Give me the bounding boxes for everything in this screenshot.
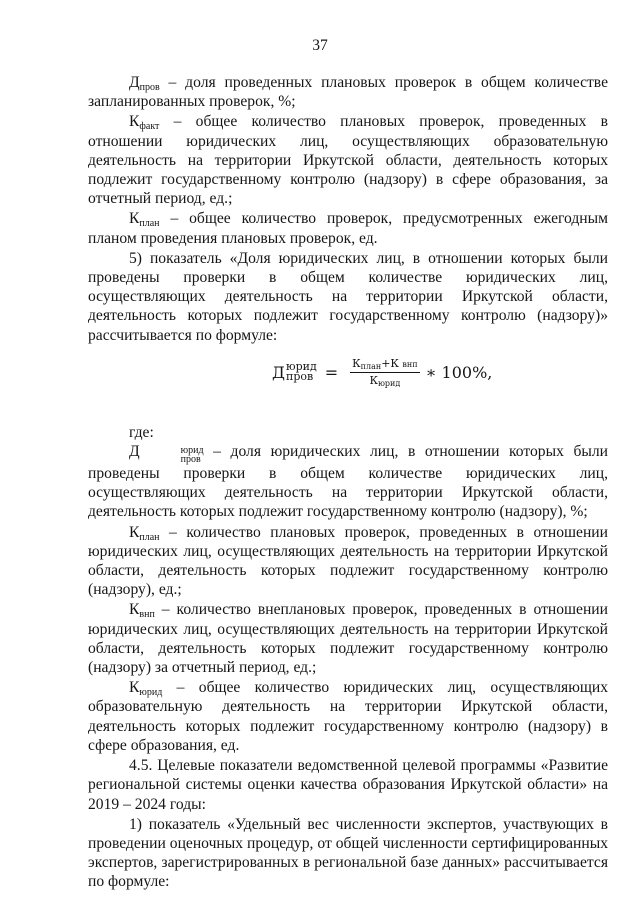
symbol-indices — [140, 446, 204, 464]
formula-lhs — [272, 362, 317, 382]
formula-lhs-sub: пров — [286, 370, 314, 384]
formula-tail: ∗ 100%, — [425, 362, 493, 382]
symbol-d: Д — [129, 74, 140, 91]
symbol-subscript: пров — [180, 454, 201, 466]
formula-d-jurid-prov — [88, 351, 608, 403]
paragraph-k-plan-definition — [88, 209, 608, 247]
symbol-subscript: план — [139, 531, 160, 543]
definition-text: – количество внеплановых проверок, проведенных в отношении юридических лиц, осуществляющих деятельность на территории Иркутской области, деятельность которых подлежит государственному контролю (надзору) за отчетный период, ед.; — [88, 601, 608, 677]
paragraph-indicator-1: 1) показатель «Удельный вес численности экспертов, участвующих в проведении оценочных процедур, от общей численности сертифицированных экспертов, зарегистрированных в региональной базе данных» рассчитывается по формуле: — [88, 815, 608, 891]
numerator-sub-plan: план — [360, 361, 382, 371]
symbol-d: Д — [129, 443, 140, 461]
paragraph-d-jurid-definition — [88, 442, 608, 522]
paragraph-k-jurid-definition — [88, 678, 608, 755]
formula-lhs-indices — [286, 362, 317, 382]
numerator-sub-vnp: внп — [402, 359, 418, 369]
symbol-subscript: внп — [139, 609, 155, 621]
formula-denominator — [369, 373, 400, 388]
denominator-k: К — [369, 373, 378, 387]
symbol-k: К — [129, 523, 140, 541]
paragraph-k-vnp-definition — [88, 600, 608, 677]
definition-text: – общее количество проверок, предусмотренных ежегодным планом проведения плановых проверок, ед. — [88, 210, 608, 247]
where-label: где: — [129, 423, 154, 441]
symbol-subscript: факт — [139, 121, 160, 133]
formula-fraction — [350, 357, 419, 388]
paragraph-d-prov-definition — [88, 73, 608, 111]
symbol-k: К — [129, 679, 140, 697]
definition-text: – общее количество юридических лиц, осуществляющих образовательную деятельность на территории Иркутской области, деятельность которых подлежит государственному контролю (надзору) в сфере образования, ед. — [88, 679, 608, 754]
formula-equals: = — [324, 362, 339, 382]
symbol-superscript: юрид — [180, 445, 204, 457]
definition-text: – количество плановых проверок, проведенных в отношении юридических лиц, осуществляющих деятельность на территории Иркутской области, деятельность которых подлежит государственному контролю (надзору), ед.; — [88, 523, 608, 599]
paragraph-indicator-5: 5) показатель «Доля юридических лиц, в отношении которых были проведены проверки в общем количестве юридических лиц, осуществляющих деятельность на территории Иркутской области, деятельность которых подлежит государственному контролю (надзору)» рассчитывается по формуле: — [88, 249, 608, 344]
formula-expression — [272, 357, 492, 388]
numerator-k: К — [352, 356, 361, 370]
document-body — [88, 73, 608, 892]
paragraph-section-4-5: 4.5. Целевые показатели ведомственной целевой программы «Развитие региональной системы оценки качества образования Иркутской области» на 2019 – 2024 годы: — [88, 757, 608, 813]
symbol-k: К — [129, 210, 140, 228]
symbol-k: К — [129, 601, 140, 619]
definition-text: – доля юридических лиц, в отношении которых были проведены проверки в общем количестве юридических лиц, осуществляющих деятельность на территории Иркутской области, деятельность которых подлежит государственному контролю (надзору), %; — [88, 443, 608, 521]
symbol-subscript: план — [139, 218, 160, 230]
numerator-plus-k: +К — [381, 356, 403, 370]
paragraph-k-fakt-definition — [88, 112, 608, 208]
definition-text: – доля проведенных плановых проверок в общем количестве запланированных проверок, %; — [88, 74, 608, 111]
symbol-subscript: юрид — [139, 687, 163, 699]
symbol-subscript: пров — [139, 82, 160, 93]
formula-lhs-symbol: Д — [272, 362, 286, 382]
page-number: 37 — [312, 37, 328, 54]
symbol-k: К — [129, 113, 140, 131]
denominator-sub: юрид — [377, 378, 401, 388]
definition-text: – общее количество плановых проверок, проведенных в отношении юридических лиц, осуществляющих образовательную деятельность на территории Иркутской области, деятельность которых подлежит государственному контролю (надзору) в сфере образования, за отчетный период, ед.; — [88, 113, 608, 208]
formula-lhs-sup: юрид — [286, 360, 317, 374]
formula-numerator — [350, 357, 419, 373]
paragraph-k-plan-def-2 — [88, 523, 608, 600]
